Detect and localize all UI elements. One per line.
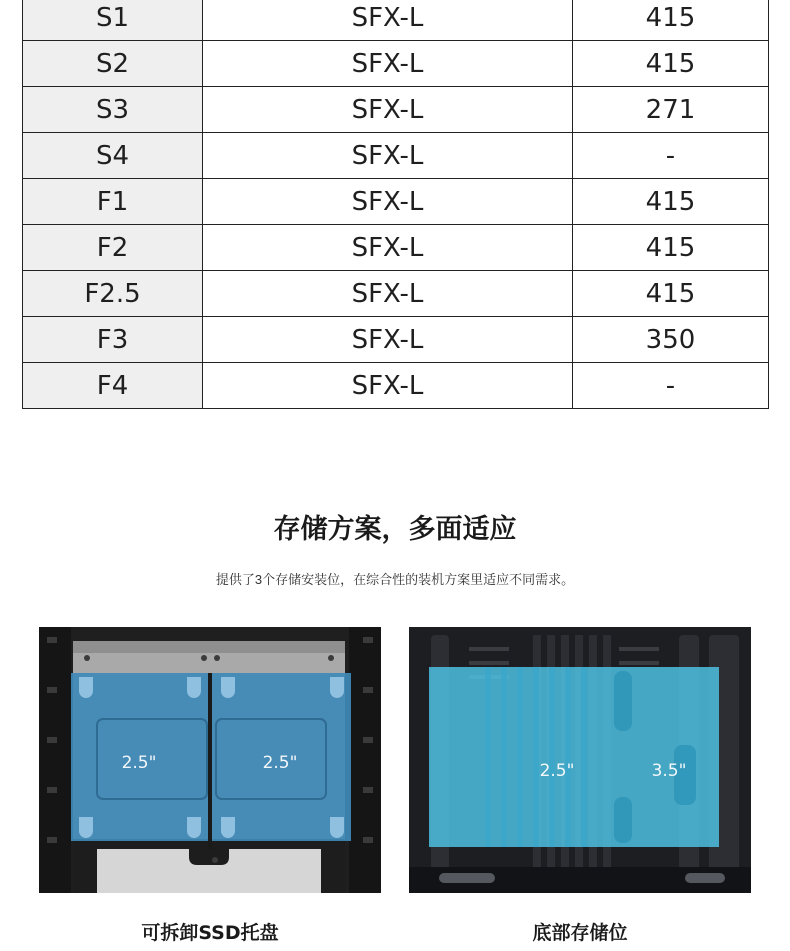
psu-type-cell: SFX-L	[203, 133, 573, 179]
psu-type-cell: SFX-L	[203, 87, 573, 133]
table-row	[23, 271, 769, 317]
position-cell: S4	[23, 133, 203, 179]
value-cell: 271	[573, 87, 769, 133]
value-cell: 415	[573, 225, 769, 271]
ssd-tray-photo	[39, 627, 381, 893]
bottom-storage-caption: 底部存储位	[532, 922, 628, 944]
psu-type-cell: SFX-L	[203, 317, 573, 363]
value-cell: -	[573, 363, 769, 409]
drive-size-label: 2.5"	[262, 753, 298, 773]
psu-type-cell: SFX-L	[203, 225, 573, 271]
drive-size-label: 2.5"	[121, 753, 157, 773]
drive-size-label: 3.5"	[651, 761, 687, 781]
section-description: 提供了3个存储安装位，在综合性的装机方案里适应不同需求。	[215, 572, 575, 587]
value-cell: -	[573, 133, 769, 179]
psu-type-cell: SFX-L	[203, 41, 573, 87]
position-cell: F4	[23, 363, 203, 409]
value-cell: 415	[573, 271, 769, 317]
table-row	[23, 87, 769, 133]
position-cell: S2	[23, 41, 203, 87]
bottom-storage-photo	[409, 627, 751, 893]
position-cell: F3	[23, 317, 203, 363]
table-row	[23, 317, 769, 363]
psu-type-cell: SFX-L	[203, 271, 573, 317]
table-row	[23, 0, 769, 41]
value-cell: 350	[573, 317, 769, 363]
position-cell: F1	[23, 179, 203, 225]
value-cell: 415	[573, 41, 769, 87]
table-row	[23, 363, 769, 409]
section-title: 存储方案，多面适应	[273, 514, 517, 545]
ssd-tray-caption: 可拆卸SSD托盘	[141, 922, 279, 944]
value-cell: 415	[573, 179, 769, 225]
position-cell: S1	[23, 0, 203, 41]
psu-type-cell: SFX-L	[203, 363, 573, 409]
position-cell: S3	[23, 87, 203, 133]
ssd-tray-illustration	[39, 627, 381, 893]
psu-type-cell: SFX-L	[203, 179, 573, 225]
bottom-storage-illustration	[409, 627, 751, 893]
psu-compatibility-table	[22, 0, 769, 409]
table-body	[23, 0, 769, 409]
table-row	[23, 179, 769, 225]
table-row	[23, 41, 769, 87]
position-cell: F2	[23, 225, 203, 271]
position-cell: F2.5	[23, 271, 203, 317]
drive-size-label: 2.5"	[539, 761, 575, 781]
value-cell: 415	[573, 0, 769, 41]
table-row	[23, 133, 769, 179]
table-row	[23, 225, 769, 271]
psu-type-cell: SFX-L	[203, 0, 573, 41]
